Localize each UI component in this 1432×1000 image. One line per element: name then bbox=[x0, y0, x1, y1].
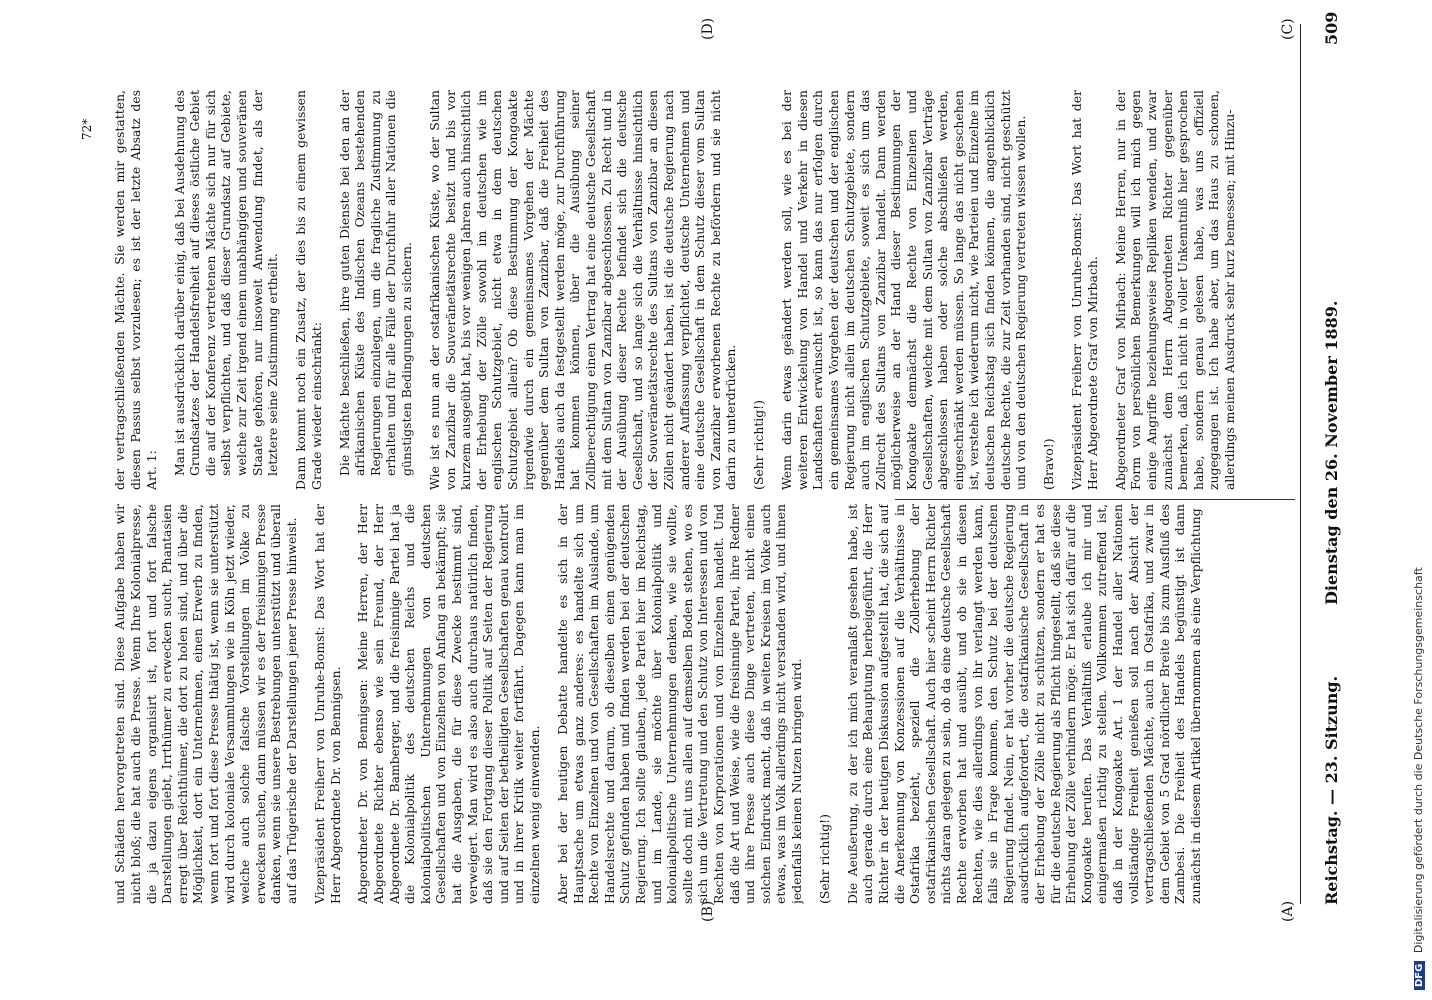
paragraph: Abgeordneter Graf von Mirbach: Meine Herren, nur in der Form von persönlichen Bemerkungen will ich mich gegen einige Angriffe beziehungsweise Repliken wenden, und zwar zunächst dem Herrn Abgeordneten Richter gegenüber bemerken, daß ich nicht in voller Unkenntniß hier gesprochen habe, sondern genau gelesen habe, was uns offiziell zugegangen ist. Ich habe aber, um das Haus zu schonen, allerdings meinen Ausdruck sehr kurz bemessen; mit Hinzu- bbox=[1112, 90, 1237, 490]
header-rule bbox=[1300, 24, 1301, 904]
interjection: (Bravo!) bbox=[1041, 438, 1057, 490]
paragraph: Die Aeußerung, zu der ich mich veranlaßt gesehen habe, ist auch gerade durch eine Behauptung herbeigeführt, die Herr Richter in der heutigen Diskussion aufgestellt hat, die sich auf die Anerkennung von Konzessionen auf die Verhältnisse in Ostafrika bezieht, speziell die Zollerhebung der ostafrikanischen Gesellschaft. Auch hier scheint Herrn Richter nichts daran gelegen zu sein, ob da eine deutsche Gesellschaft Rechte erworben hat und ausübt, und ob sie in diesen Rechten, wie dies allerdings von ihr verlangt werden kann, falls sie in Frage kommen, den Schutz bei der deutschen Regierung findet. Nein, er hat vorher die deutsche Regierung ausdrücklich aufgefordert, die ostafrikanische Gesellschaft in der Erhebung der Zölle nicht zu schützen, sondern er hat es für die deutsche Regierung als Pflicht hingestellt, daß sie diese Erhebung der Zölle verhindern möge. Er hat sich dafür auf die Kongoakte berufen. Das Verhältniß erlaube ich mir und einigermaßen richtig zu stellen. Vollkommen zutreffend ist, daß in der Kongoakte Art. 1 der Handel aller Nationen vollständige Freiheit genießen soll nach der Absicht der vertragschließenden Mächte, auch in Ostafrika, und zwar in dem Gebiet von 5 Grad nördlicher Breite bis zum Ausfluß des Zambesi. Die Freiheit des Handels begünstigt ist dann zunächst in diesem Artikel übernommen als eine Verpflichtung bbox=[844, 504, 1203, 904]
paragraph: Dann kommt noch ein Zusatz, der dies bis zu einem gewissen Grade wieder einschränkt: bbox=[293, 90, 324, 490]
dfg-logo: DFG bbox=[1414, 961, 1425, 990]
page-header bbox=[1322, 11, 1344, 905]
interjection: (Sehr richtig!) bbox=[816, 814, 832, 904]
paragraph: Wenn darin etwas geändert werden soll, wie es bei der weiteren Entwickelung von Handel und Verkehr in diesen Landschaften erwünscht ist, so kann das nur erfolgen durch ein gemeinsames Vorgehen der deutschen und der englischen Regierung nicht allein im deutschen Schutzgebiete, sondern auch im englischen Schutzgebiete, soweit es sich um das Zollrecht des Sultans von Zanzibar handelt. Dann werden möglicherweise an der Hand dieser Bestimmungen der Kongoakte demnächst die Rechte von Einzelnen und Gesellschaften, welche mit dem Sultan von Zanzibar Verträge abgeschlossen haben oder solche abschließen werden, eingeschränkt werden müssen. So lange das nicht geschehen ist, verstehe ich wiederum nicht, wie Parteien und Einzelne im deutschen Reichstag sich finden können, die angenblicklich deutsche Rechte, die zur Zeit vorhanden sind, nicht geschützt und von den deutschen Regierung vertreten wissen wollen. bbox=[779, 90, 1029, 490]
margin-marker-b: (B) bbox=[700, 900, 716, 922]
footer-text: Digitalisierung gefördert durch die Deutsche Forschungsgemeinschaft bbox=[1412, 567, 1425, 954]
paragraph: Wie ist es nun an der ostafrikanischen Küste, wo der Sultan von Zanzibar die Souveränetätsrechte besitzt und bis vor kurzem ausgeübt hat, bis vor wenigen Jahren auch hinsichtlich der Erhebung der Zölle sowohl im deutschen wie im englischen Schutzgebiet, nicht etwa in dem deutschen Schutzgebiet allein? Ob diese Bestimmung der Kongoakte irgendwie durch ein gemeinsames Vorgehen der Mächte gegenüber dem Sultan von Zanzibar, daß die Freiheit des Handels auch da festgestellt werden möge, zur Durchführung hat kommen können, über die Ausübung seiner Zollberechtigung einen Vertrag hat eine deutsche Gesellschaft mit dem Sultan von Zanzibar abgeschlossen. Zu Recht und in der Ausübung dieser Rechte befindet sich die deutsche Gesellschaft, und so lange sich die Verhältnisse hinsichtlich der Souveränetätsrechte des Sultans von Zanzibar an diesen Zöllen nicht geändert haben, ist die deutsche Regierung nach anderer Auffassung verpflichtet, deutsche Unternehmen und eine deutsche Gesellschaft in dem Schutz dieser vom Sultan von Zanzibar erworbenen Rechte zu befördern und sie nicht darin zu unterdrücken. bbox=[427, 90, 739, 490]
quoted-paragraph: Die Mächte beschließen, ihre guten Dienste bei den an der afrikanischen Küste des Indischen Ozeans bestehenden Regierungen einzulegen, um die fragliche Zustimmung zu erhalten und für alle Fälle der Durchfuhr aller Nationen die günstigsten Bedingungen zu sichern. bbox=[336, 90, 415, 476]
quoted-paragraph: Man ist ausdrücklich darüber einig, daß bei Ausdehnung des Grundsatzes der Handelsfreiheit auf dieses östliche Gebiet die auf der Konferenz vertretenen Mächte sich nur für sich selbst verpflichten, und daß dieser Grundsatz auf Gebiete, welche zur Zeit irgend einem unabhängigen und souveränen Staate gehören, nur insoweit Anwendung findet, als der letztere seine Zustimmung ertheilt. bbox=[171, 90, 281, 476]
header-left: Reichstag. — 23. Sitzung. bbox=[1322, 675, 1341, 905]
paragraph: der vertragschließenden Mächte. Sie werden mir gestatten, diesen Passus selbst vorzulesen; es ist der letzte Absatz des Art. 1: bbox=[112, 90, 159, 490]
right-column bbox=[100, 90, 1290, 490]
margin-marker-a: (A) bbox=[1280, 900, 1296, 922]
paragraph: und Schäden hervorgetreten sind. Diese Aufgabe haben wir nicht bloß; die hat auch die Presse. Wenn Ihre Kolonialpresse, die ja dazu eigens organisirt ist, fort und fort falsche Darstellungen giebt, Irrthümer zu erwecken sucht, Phantasien erregt über Reichthümer, die dort zu holen sind, und über die Möglichkeit, dort ein Unternehmen, einen Erwerb zu finden, wenn fort und fort diese Presse thätig ist, wenn sie unterstützt wird durch koloniale Versammlungen wie in Köln jetzt wieder, welche auch solche falsche Vorstellungen im Volke zu erwecken suchen, dann müssen wir es der freisinnigen Presse danken, wenn sie unsere Bestrebungen unterstützt und überall auf das Trügerische der Darstellungen jener Presse hinweist. bbox=[112, 504, 299, 904]
header-page-number: 509 bbox=[1322, 11, 1341, 45]
paragraph: Aber bei der heutigen Debatte handelte es sich in der Hauptsache um etwas ganz anderes: es handelte sich um Rechte von Einzelnen und von Gesellschaften im Auslande, um Handelsrechte und darum, ob dieselben einen genügenden Schutz gefunden haben und finden werden bei der deutschen Regierung. Ich sollte glauben, jede Partei hier im Reichstag, und im Lande, sie möchte über Kolonialpolitik und kolonialpolitische Unternehmungen denken, wie sie wollte, sollte doch mit uns allen auf demselben Boden stehen, wo es sich um die Vertretung und den Schutz von Interessen und von Rechten von Korporationen und von Einzelnen handelt. Und daß die Art und Weise, wie die freisinnige Partei, ihre Redner und ihre Presse auch diese Dinge vertreten, nicht einen solchen Eindruck macht, daß in weiten Kreisen im Volke auch etwas, was im Volk allerdings nicht verstanden wird, und ihnen jedenfalls keinen Nutzen bringen wird. bbox=[555, 504, 804, 904]
bottom-page-number: 72* bbox=[80, 118, 94, 140]
margin-marker-c: (C) bbox=[1280, 18, 1296, 40]
paragraph: Abgeordneter Dr. von Bennigsen: Meine Herren, der Herr Abgeordnete Richter ebenso wie sein Freund, der Herr Abgeordnete Dr. Bamberger, und die freisinnige Partei hat ja die Kolonialpolitik des deutschen Reichs und die kolonialpolitischen Unternehmungen von deutschen Gesellschaften und von Einzelnen von Anfang an bekämpft; sie hat die Ausgaben, die für diese Zwecke bestimmt sind, verweigert. Man wird es also auch durchaus natürlich finden, daß sie den Fortgang dieser Politik auf Seiten der Regierung und auf Seiten der betheiligten Gesellschaften genau kontrolirt und in ihrer Kritik weiter fortfährt. Dagegen kann man im einzelnen wenig einwenden. bbox=[355, 504, 543, 904]
margin-marker-d: (D) bbox=[700, 17, 716, 40]
interjection: (Sehr richtig!) bbox=[751, 400, 767, 490]
paragraph: Vizepräsident Freiherr von Unruhe-Bomst: Das Wort hat der Herr Abgeordnete Graf von Mirbach. bbox=[1069, 90, 1100, 490]
footer bbox=[1412, 10, 1428, 990]
paragraph: Vizepräsident Freiherr von Unruhe-Bomst: Das Wort hat der Herr Abgeordnete Dr. von Bennigsen. bbox=[311, 504, 343, 904]
column-divider bbox=[895, 499, 1295, 500]
left-column bbox=[100, 504, 1290, 904]
header-date: Dienstag den 26. November 1889. bbox=[1322, 300, 1341, 605]
